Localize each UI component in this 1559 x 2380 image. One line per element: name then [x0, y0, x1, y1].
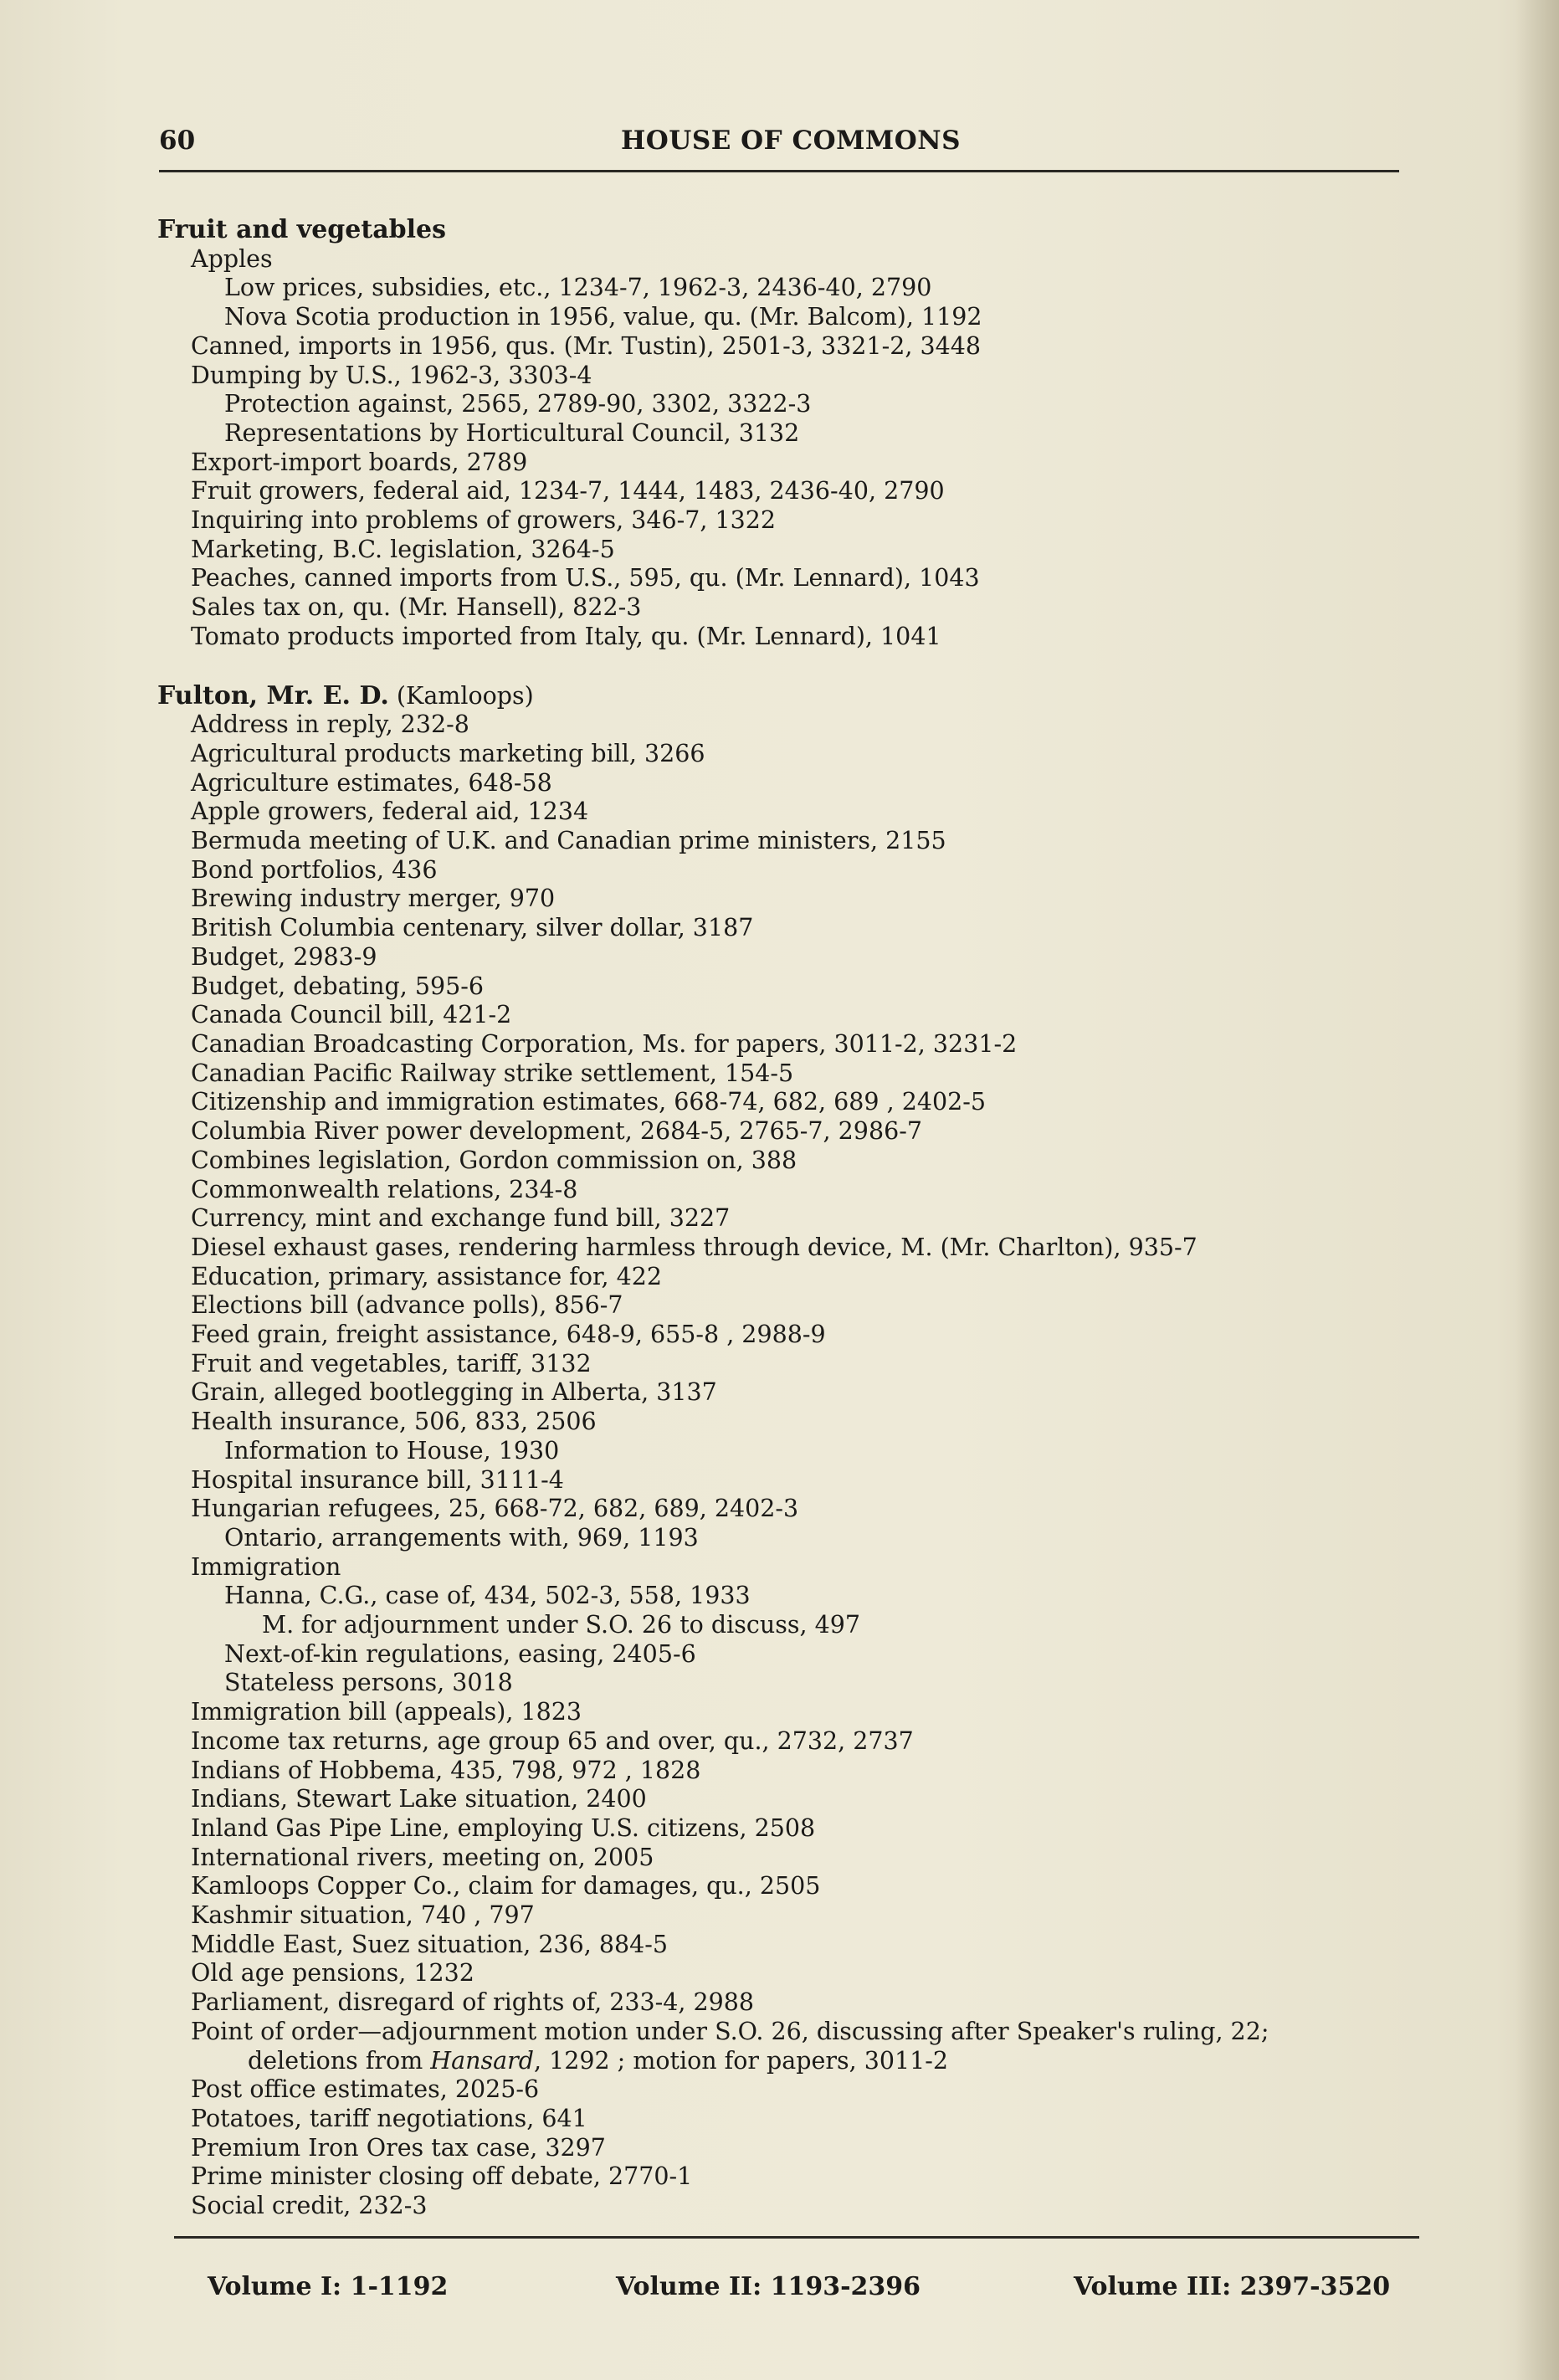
- index-entry: Middle East, Suez situation, 236, 884-5: [191, 1930, 669, 1958]
- index-entry: Currency, mint and exchange fund bill, 3227: [191, 1204, 731, 1233]
- index-entry: Dumping by U.S., 1962-3, 3303-4: [191, 361, 592, 389]
- index-entry: Marketing, B.C. legislation, 3264-5: [191, 535, 615, 563]
- index-entry: Immigration bill (appeals), 1823: [191, 1698, 582, 1726]
- index-entry: Point of order—adjournment motion under S.O. 26, discussing after Speaker's ruling, 22;: [191, 2017, 1269, 2045]
- index-entry: Brewing industry merger, 970: [191, 885, 556, 913]
- index-entry: Hospital insurance bill, 3111-4: [191, 1465, 564, 1494]
- index-heading-fulton: [157, 682, 1429, 711]
- index-entry: Social credit, 232-3: [191, 2192, 428, 2220]
- index-entry: Hungarian refugees, 25, 668-72, 682, 689, 2402-3: [191, 1495, 799, 1523]
- volume-3-range: Volume III: 2397-3520: [1074, 2272, 1391, 2301]
- index-entry: Inquiring into problems of growers, 346-7, 1322: [191, 506, 777, 535]
- footer-rule: [174, 2236, 1419, 2239]
- index-entry: Export-import boards, 2789: [191, 448, 528, 476]
- index-entry: Tomato products imported from Italy, qu. (Mr. Lennard), 1041: [191, 622, 941, 650]
- index-entry: Canned, imports in 1956, qus. (Mr. Tustin), 2501-3, 3321-2, 3448: [191, 331, 981, 360]
- index-entry: Low prices, subsidies, etc., 1234-7, 1962-3, 2436-40, 2790: [224, 274, 932, 302]
- index-entry: Budget, 2983-9: [191, 942, 377, 971]
- index-entry: Commonwealth relations, 234-8: [191, 1175, 578, 1203]
- index-entry: Income tax returns, age group 65 and over, qu., 2732, 2737: [191, 1726, 914, 1755]
- heading-name: Fulton, Mr. E. D.: [157, 680, 389, 710]
- index-entry: Premium Iron Ores tax case, 3297: [191, 2133, 606, 2162]
- index-entry: Bermuda meeting of U.K. and Canadian prime ministers, 2155: [191, 827, 946, 855]
- index-entry: Fruit growers, federal aid, 1234-7, 1444, 1483, 2436-40, 2790: [191, 477, 945, 505]
- index-entry: Nova Scotia production in 1956, value, qu. (Mr. Balcom), 1192: [224, 303, 982, 331]
- index-entry: Potatoes, tariff negotiations, 641: [191, 2105, 587, 2132]
- index-entry: Canadian Broadcasting Corporation, Ms. for papers, 3011-2, 3231-2: [191, 1029, 1018, 1058]
- index-entry: Post office estimates, 2025-6: [191, 2075, 540, 2104]
- index-entry: British Columbia centenary, silver dollar, 3187: [191, 914, 754, 942]
- index-entry: Diesel exhaust gases, rendering harmless through device, M. (Mr. Charlton), 935-7: [191, 1233, 1197, 1261]
- page-number: 60: [159, 126, 196, 156]
- index-entry: Old age pensions, 1232: [191, 1959, 474, 1988]
- page-footer: [0, 2272, 1559, 2306]
- index-entry: Apples: [191, 244, 273, 273]
- page-edge-shadow: [1515, 0, 1559, 2380]
- index-entry: Immigration: [191, 1552, 341, 1581]
- index-entry: Canada Council bill, 421-2: [191, 1001, 512, 1029]
- index-entry: Bond portfolios, 436: [191, 855, 438, 884]
- index-entry: Protection against, 2565, 2789-90, 3302, 3322-3: [224, 390, 812, 418]
- fulton-tail-entries: [157, 2075, 1429, 2221]
- index-body: [157, 216, 1429, 2221]
- page-header: [159, 126, 1397, 167]
- index-entry: Next-of-kin regulations, easing, 2405-6: [224, 1639, 696, 1668]
- continuation-italic: Hansard: [430, 2046, 534, 2075]
- index-entry: Budget, debating, 595-6: [191, 972, 485, 1000]
- index-entry: Ontario, arrangements with, 969, 1193: [224, 1523, 699, 1552]
- index-entry: Agriculture estimates, 648-58: [191, 768, 552, 797]
- index-entry: Inland Gas Pipe Line, employing U.S. citizens, 2508: [191, 1813, 816, 1842]
- index-entry: Elections bill (advance polls), 856-7: [191, 1291, 623, 1320]
- index-entry: Canadian Pacific Railway strike settlement, 154-5: [191, 1059, 794, 1087]
- index-entry: Stateless persons, 3018: [224, 1669, 513, 1697]
- heading-riding: (Kamloops): [388, 681, 534, 710]
- index-entry: M. for adjournment under S.O. 26 to discuss, 497: [262, 1611, 860, 1639]
- index-entry: Kashmir situation, 740 , 797: [191, 1901, 535, 1930]
- volume-1-range: Volume I: 1-1192: [208, 2272, 449, 2301]
- running-title: HOUSE OF COMMONS: [621, 126, 961, 156]
- index-entry: Kamloops Copper Co., claim for damages, qu., 2505: [191, 1872, 821, 1900]
- index-entry: Information to House, 1930: [224, 1436, 560, 1464]
- index-entry: Sales tax on, qu. (Mr. Hansell), 822-3: [191, 593, 642, 622]
- index-entry: Hanna, C.G., case of, 434, 502-3, 558, 1933: [224, 1582, 751, 1610]
- continuation-text-a: deletions from: [248, 2046, 431, 2075]
- index-entry: Prime minister closing off debate, 2770-1: [191, 2162, 693, 2191]
- index-entry: International rivers, meeting on, 2005: [191, 1843, 654, 1871]
- index-entry: Citizenship and immigration estimates, 668-74, 682, 689 , 2402-5: [191, 1088, 986, 1116]
- index-entry: Combines legislation, Gordon commission on, 388: [191, 1146, 797, 1174]
- fulton-entries: [157, 710, 1429, 2046]
- volume-2-range: Volume II: 1193-2396: [616, 2272, 921, 2301]
- section-gap: [157, 652, 1429, 682]
- header-rule: [159, 170, 1399, 172]
- index-entry: Feed grain, freight assistance, 648-9, 655-8 , 2988-9: [191, 1321, 826, 1349]
- index-entry: Address in reply, 232-8: [191, 710, 469, 739]
- index-entry-continuation: [157, 2047, 1429, 2076]
- index-entry: Apple growers, federal aid, 1234: [191, 798, 589, 826]
- index-entry: Indians, Stewart Lake situation, 2400: [191, 1785, 647, 1813]
- index-entry: Agricultural products marketing bill, 3266: [191, 739, 705, 767]
- continuation-text-b: , 1292 ; motion for papers, 3011-2: [533, 2046, 949, 2075]
- index-entry: Health insurance, 506, 833, 2506: [191, 1408, 597, 1436]
- index-entry: Indians of Hobbema, 435, 798, 972 , 1828: [191, 1756, 701, 1784]
- index-entry: Parliament, disregard of rights of, 233-4, 2988: [191, 1988, 755, 2017]
- index-entry: Education, primary, assistance for, 422: [191, 1262, 663, 1290]
- index-entry: Columbia River power development, 2684-5, 2765-7, 2986-7: [191, 1117, 922, 1146]
- index-heading-fruit: Fruit and vegetables: [157, 215, 446, 244]
- index-entry: Representations by Horticultural Council, 3132: [224, 418, 800, 447]
- index-entry: Grain, alleged bootlegging in Alberta, 3137: [191, 1378, 717, 1407]
- index-entry: Fruit and vegetables, tariff, 3132: [191, 1349, 592, 1377]
- fruit-entries: [157, 245, 1429, 652]
- index-entry: Peaches, canned imports from U.S., 595, qu. (Mr. Lennard), 1043: [191, 564, 980, 592]
